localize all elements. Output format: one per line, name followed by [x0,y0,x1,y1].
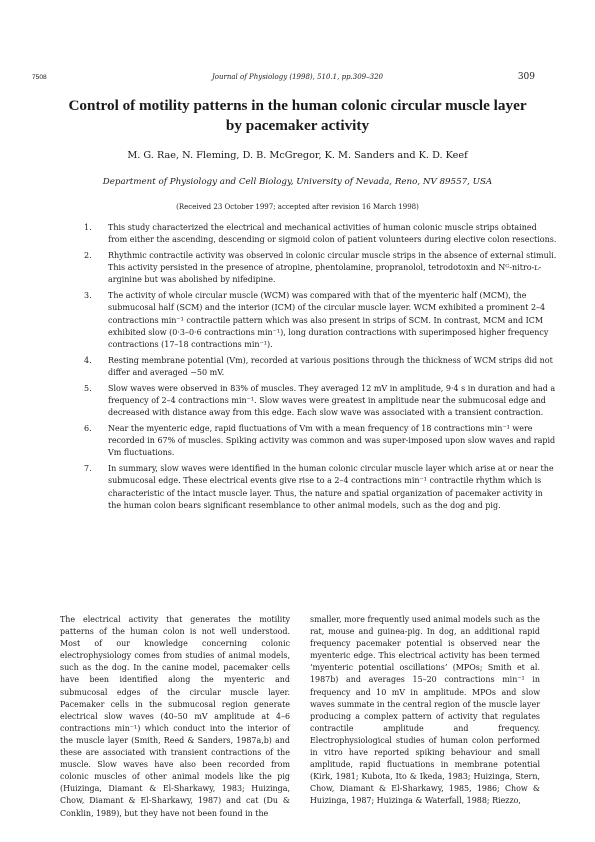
abstract-item [84,463,558,512]
abstract-item-number: 2. [84,251,92,260]
abstract [84,222,558,516]
received-dates: (Received 23 October 1997; accepted after revision 16 March 1998) [176,203,419,211]
abstract-item-text: Resting membrane potential (Vm), recorded at various positions through the thickness of WCM strips did not differ and averaged −50 mV. [108,355,553,378]
article-title: Control of motility patterns in the human colonic circular muscle layer by pacemaker activity [68,97,527,134]
abstract-item [84,222,558,246]
abstract-item [84,383,558,420]
abstract-item-number: 5. [84,383,92,393]
abstract-item-text: Rhythmic contractile activity was observed in colonic circular muscle strips in the absence of external stimuli. This activity persisted in the presence of atropine, phentolamine, propranolol, tetrodotoxin and Nᴳ-nitro-ʟ-arginine but was abolished by nifedipine. [108,251,557,285]
abstract-item [84,250,558,287]
affiliation: Department of Physiology and Cell Biology, University of Nevada, Reno, NV 89557, USA [102,177,493,187]
abstract-item-number: 4. [84,355,92,365]
header-code: 7508 [32,74,47,81]
abstract-item [84,355,558,379]
author-list: M. G. Rae, N. Fleming, D. B. McGregor, K. M. Sanders and K. D. Keef [127,150,468,161]
abstract-item-number: 6. [84,424,92,434]
abstract-item-number: 1. [84,223,92,232]
body-text [60,614,540,820]
abstract-item [84,290,558,351]
abstract-item-text: Near the myenteric edge, rapid fluctuations of Vm with a mean frequency of 18 contractions min⁻¹ were recorded in 67% of muscles. Spiking activity was common and was super-imposed upon slow waves and rapid Vm fluctuations. [108,424,556,458]
abstract-item-text: Slow waves were observed in 83% of muscles. They averaged 12 mV in amplitude, 9·4 s in duration and had a frequency of 2–4 contractions min⁻¹. Slow waves were greatest in amplitude near the submucosal edge and decreased with distance away from this edge. Each slow wave was associated with a transient contraction. [108,383,556,418]
body-column-left: The electrical activity that generates the motility patterns of the human colon is not well understood. Most of our knowledge concerning colonic electrophysiology comes from studies of animal models, such as the dog. In the canine model, pacemaker cells have been identified along the myenteric and submucosal edges of the circular muscle layer. Pacemaker cells in the submucosal region generate electrical slow waves (40–50 mV amplitude at 4–6 contractions min⁻¹) which conduct into the interior of the muscle layer (Smith, Reed & Sanders, 1987a,b) and these are associated with transient contractions of the muscle. Slow waves have also been recorded from colonic muscles of other animal models like the pig (Huizinga, Diamant & El-Sharkawy, 1983; Huizinga, Chow, Diamant & El-Sharkawy, 1987) and cat (Du & Conklin, 1989), but they have not been found in the [60,615,290,818]
body-column-right: smaller, more frequently used animal models such as the rat, mouse and guinea-pig. In dog, an additional rapid frequency pacemaker potential is observed near the myenteric edge. This electrical activity has been termed ‘myenteric potential oscillations’ (MPOs; Smith et al. 1987b) and averages 15–20 contractions min⁻¹ in frequency and 10 mV in amplitude. MPOs and slow waves summate in the central region of the muscle layer producing a complex pattern of activity that regulates contractile amplitude and frequency. Electrophysiological studies of human colon performed in vitro have reported spiking behaviour and small amplitude, rapid fluctuations in membrane potential (Kirk, 1981; Kubota, Ito & Ikeda, 1983; Huizinga, Stern, Chow, Diamant & El-Sharkawy, 1985, 1986; Chow & Huizinga, 1987; Huizinga & Waterfall, 1988; Riezzo, [310,615,540,806]
abstract-item-text: The activity of whole circular muscle (WCM) was compared with that of the myenteric half (MCM), the submucosal half (SCM) and the interior (ICM) of the circular muscle layer. WCM exhibited a prominent 2–4 contractions min⁻¹ contractile pattern which was also present in strips of SCM. In contrast, MCM and ICM exhibited slow (0·3–0·6 contractions min⁻¹), long duration contractions with superimposed higher frequency contractions (17–18 contractions min⁻¹). [108,291,549,350]
abstract-item-text: In summary, slow waves were identified in the human colonic circular muscle layer which arise at or near the submucosal edge. These electrical events give rise to a 2–4 contractions min⁻¹ contractile rhythm which is characteristic of the intact muscle layer. Thus, the nature and spatial organization of pacemaker activity in the human colon bears significant resemblance to other animal models, such as the dog and pig. [108,464,554,510]
abstract-item-number: 7. [84,464,92,474]
abstract-item [84,423,558,460]
journal-citation: Journal of Physiology (1998), 510.1, pp.309–320 [211,73,383,81]
abstract-item-text: This study characterized the electrical and mechanical activities of human colonic muscle strips obtained from either the ascending, descending or sigmoid colon of patient volunteers during elective colon resections. [108,223,557,245]
abstract-item-number: 3. [84,291,92,301]
page-number: 309 [517,72,535,82]
